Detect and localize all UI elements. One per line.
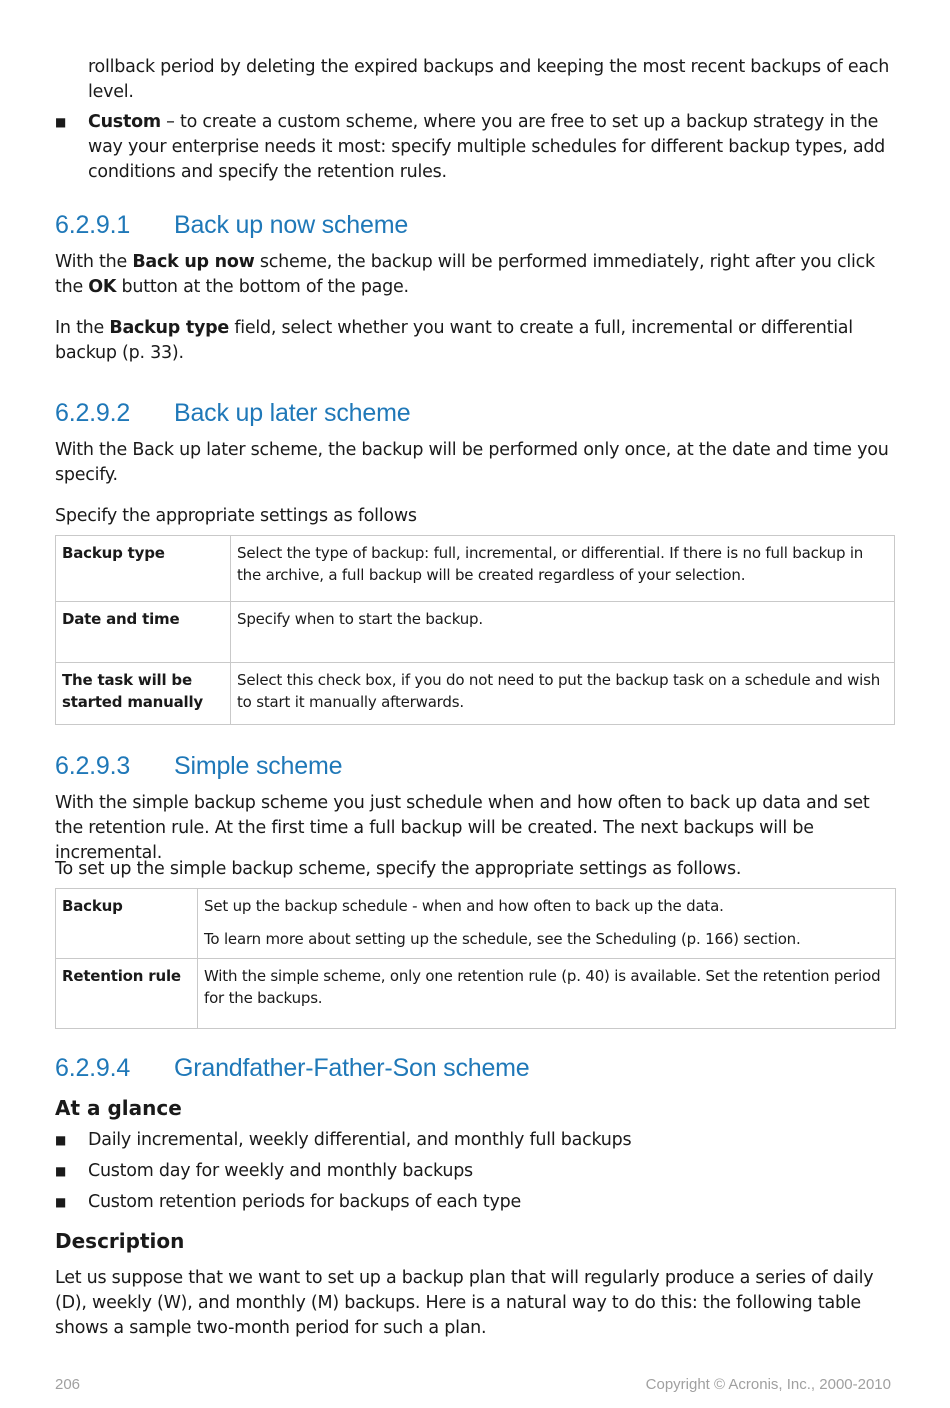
- section-number: 6.2.9.4: [55, 1054, 131, 1082]
- simple-scheme-settings-table: [55, 888, 896, 1029]
- setting-name: Backup: [56, 889, 198, 959]
- bold-term: Backup type: [109, 318, 230, 338]
- section-number: 6.2.9.1: [55, 211, 131, 239]
- description-paragraph: Let us suppose that we want to set up a backup plan that will regularly produce a series of daily (D), weekly (W), and monthly (M) backups. Here is a natural way to do this: the following table shows a sample two-month period for such a plan.: [55, 1268, 874, 1338]
- section-title: Back up later scheme: [174, 399, 411, 427]
- setting-description: [198, 889, 896, 959]
- back-up-now-paragraph: [55, 250, 895, 300]
- settings-intro-paragraph: Specify the appropriate settings as follows: [55, 506, 417, 526]
- square-bullet-icon: ■: [55, 1164, 67, 1178]
- custom-term: Custom: [88, 112, 161, 132]
- square-bullet-icon: ■: [55, 115, 67, 129]
- square-bullet-icon: ■: [55, 1195, 67, 1209]
- list-item: Custom day for weekly and monthly backups: [88, 1161, 473, 1181]
- table-row: [56, 959, 896, 1029]
- backup-type-paragraph: [55, 316, 895, 366]
- text-run: field, select whether you want to create a full, incremental or differential backup (p. 33).: [55, 318, 853, 363]
- copyright-notice: Copyright © Acronis, Inc., 2000-2010: [645, 1376, 891, 1393]
- setting-name: Date and time: [56, 602, 231, 663]
- setting-description: With the simple scheme, only one retention rule (p. 40) is available. Set the retention period for the backups.: [198, 959, 896, 1029]
- list-item: Daily incremental, weekly differential, and monthly full backups: [88, 1130, 632, 1150]
- setting-name: Backup type: [56, 536, 231, 602]
- table-row: [56, 536, 895, 602]
- text-run: scheme, the backup will be performed immediately, right after you click the: [55, 252, 875, 297]
- table-row: [56, 889, 896, 959]
- back-up-later-paragraph: With the Back up later scheme, the backup will be performed only once, at the date and time you specify.: [55, 440, 889, 485]
- table-row: [56, 602, 895, 663]
- table-row: [56, 663, 895, 725]
- text-run: With the: [55, 252, 133, 272]
- list-item: Custom retention periods for backups of each type: [88, 1192, 522, 1212]
- heading-back-up-later: [55, 398, 410, 428]
- square-bullet-icon: ■: [55, 1133, 67, 1147]
- custom-description: – to create a custom scheme, where you are free to set up a backup strategy in the way your enterprise needs it most: specify multiple schedules for different backup types, add conditions and specify the retention rules.: [88, 112, 886, 182]
- section-title: Back up now scheme: [174, 211, 409, 239]
- text-run: In the: [55, 318, 110, 338]
- section-title: Grandfather-Father-Son scheme: [174, 1054, 530, 1082]
- simple-scheme-paragraph: With the simple backup scheme you just schedule when and how often to back up data and set the retention rule. At the first time a full backup will be created. The next backups will be incremental.: [55, 793, 870, 863]
- setting-description: Select this check box, if you do not need to put the backup task on a schedule and wish to start it manually afterwards.: [231, 663, 895, 725]
- setting-name: The task will be started manually: [56, 663, 231, 725]
- page-number: 206: [55, 1376, 81, 1393]
- back-up-later-settings-table: [55, 535, 895, 725]
- heading-gfs-scheme: [55, 1053, 529, 1083]
- setting-text: To learn more about setting up the schedule, see the Scheduling (p. 166) section.: [204, 930, 801, 948]
- description-heading: Description: [55, 1229, 185, 1253]
- setting-text: Set up the backup schedule - when and how often to back up the data.: [204, 897, 724, 915]
- bold-term: OK: [88, 277, 117, 297]
- setting-description: Select the type of backup: full, incremental, or differential. If there is no full backup in the archive, a full backup will be created regardless of your selection.: [231, 536, 895, 602]
- heading-back-up-now: [55, 210, 408, 240]
- section-number: 6.2.9.2: [55, 399, 131, 427]
- continued-paragraph: rollback period by deleting the expired backups and keeping the most recent backups of each level.: [88, 57, 890, 102]
- at-a-glance-heading: At a glance: [55, 1096, 182, 1120]
- heading-simple-scheme: [55, 751, 342, 781]
- custom-bullet-item: [88, 110, 898, 185]
- text-run: button at the bottom of the page.: [116, 277, 409, 297]
- section-title: Simple scheme: [174, 752, 343, 780]
- setting-description: Specify when to start the backup.: [231, 602, 895, 663]
- section-number: 6.2.9.3: [55, 752, 131, 780]
- simple-settings-intro: To set up the simple backup scheme, specify the appropriate settings as follows.: [55, 859, 742, 879]
- setting-name: Retention rule: [56, 959, 198, 1029]
- bold-term: Back up now: [132, 252, 255, 272]
